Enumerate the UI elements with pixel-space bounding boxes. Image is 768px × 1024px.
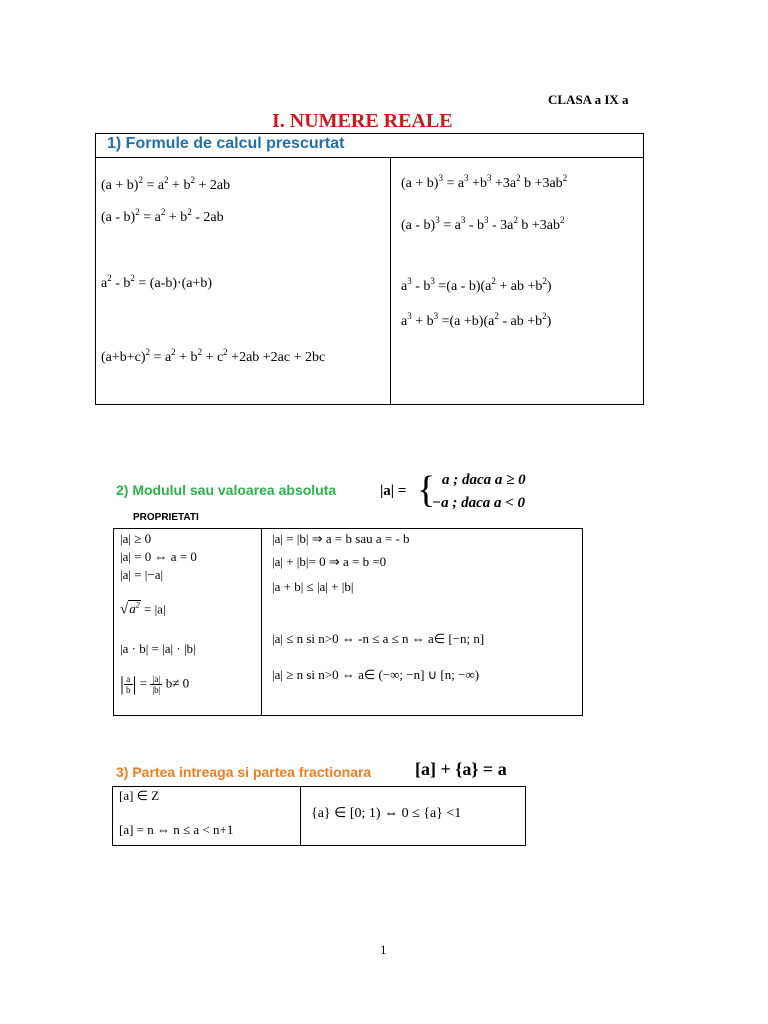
formulas-table bbox=[95, 133, 644, 405]
formula-cube-sum: $(a + b)^3 = a^3 +b^3 +3a^2$ $b +3ab^2$ bbox=[401, 173, 568, 191]
formula-square-diff: $(a - b)^2 = a^2 + b^2 - 2ab$ bbox=[101, 207, 224, 225]
property-quotient: | $\frac{a}{b}$ | = $\frac{|a|}{|b|}$ b≠ 0 bbox=[120, 673, 190, 695]
property-nonnegative: |a| ≥ 0 bbox=[120, 531, 152, 546]
section1-title: 1) Formule de calcul prescurtat bbox=[107, 135, 345, 152]
column-divider bbox=[261, 529, 262, 715]
property-symmetric: |a| = |−a| bbox=[120, 567, 164, 582]
properties-label: PROPRIETATI bbox=[133, 512, 199, 523]
definition-case-positive: a ; daca a ≥ 0 bbox=[442, 472, 526, 488]
property-abs-less-than: |a| ≤ n si n>0 ⇔ -n ≤ a ≤ n ⇔ a∈ [−n; n] bbox=[272, 631, 485, 646]
class-label: CLASA a IX a bbox=[548, 92, 629, 107]
fractional-part-range: {a} ∈ [0; 1) ⇔ 0 ≤ {a} <1 bbox=[311, 806, 462, 821]
property-abs-greater-than: |a| ≥ n si n>0 ⇔ a∈ (−∞; −n] ∪ [n; −∞) bbox=[272, 667, 480, 682]
left-brace: { bbox=[417, 469, 436, 511]
formula-trinomial-square: $(a+b+c)^2 = a^2 + b^2 + c^2 +2ab +2ac + 2bc$ bbox=[101, 347, 326, 365]
formula-cube-diff: $(a - b)^3 = a^3 - b^3 - 3a^2$ $b +3ab^2$ bbox=[401, 215, 565, 233]
integer-part-in-z: [a] ∈ Z bbox=[119, 788, 160, 803]
property-sqrt: $√a^2 = |a|$ bbox=[120, 601, 166, 618]
property-equal-abs: |a| = |b| ⇒ a = b sau a = - b bbox=[272, 531, 410, 546]
formula-difference-of-cubes: $a^3 - b^3 =(a - b)(a^2$ + ab $+b^2$) bbox=[401, 276, 552, 294]
integer-part-table bbox=[112, 786, 526, 846]
column-divider bbox=[300, 787, 301, 845]
formula-square-sum: $(a + b)^2 = a^2 + b^2 + 2ab$ bbox=[101, 175, 231, 193]
section3-title: 3) Partea intreaga si partea fractionara bbox=[116, 764, 372, 780]
properties-table bbox=[113, 528, 583, 716]
formula-sum-of-cubes: $a^3 + b^3 =(a +b)(a^2$ - ab $+b^2$) bbox=[401, 311, 552, 329]
integer-fraction-formula: [a] + {a} = a bbox=[415, 759, 507, 779]
property-zero: |a| = 0 ⇔ a = 0 bbox=[120, 549, 197, 564]
property-triangle-inequality: |a + b| ≤ |a| + |b| bbox=[272, 579, 354, 594]
property-sum-zero: |a| + |b|= 0 ⇒ a = b =0 bbox=[272, 554, 387, 569]
formulas-table-header bbox=[96, 134, 643, 158]
formula-difference-of-squares: $a^2 - b^2 = (a-b)\cdot(a+b)$ bbox=[101, 273, 213, 291]
column-divider bbox=[390, 158, 391, 404]
integer-part-definition: [a] = n ⇔ n ≤ a < n+1 bbox=[119, 822, 234, 837]
page-number: 1 bbox=[380, 942, 387, 957]
definition-case-negative: −a ; daca a < 0 bbox=[432, 495, 526, 511]
page-title: I. NUMERE REALE bbox=[272, 110, 453, 132]
section2-title: 2) Modulul sau valoarea absoluta bbox=[116, 482, 337, 498]
property-product: |a · b| = |a| · |b| bbox=[120, 641, 196, 656]
definition-lhs: |a| = bbox=[380, 483, 407, 499]
